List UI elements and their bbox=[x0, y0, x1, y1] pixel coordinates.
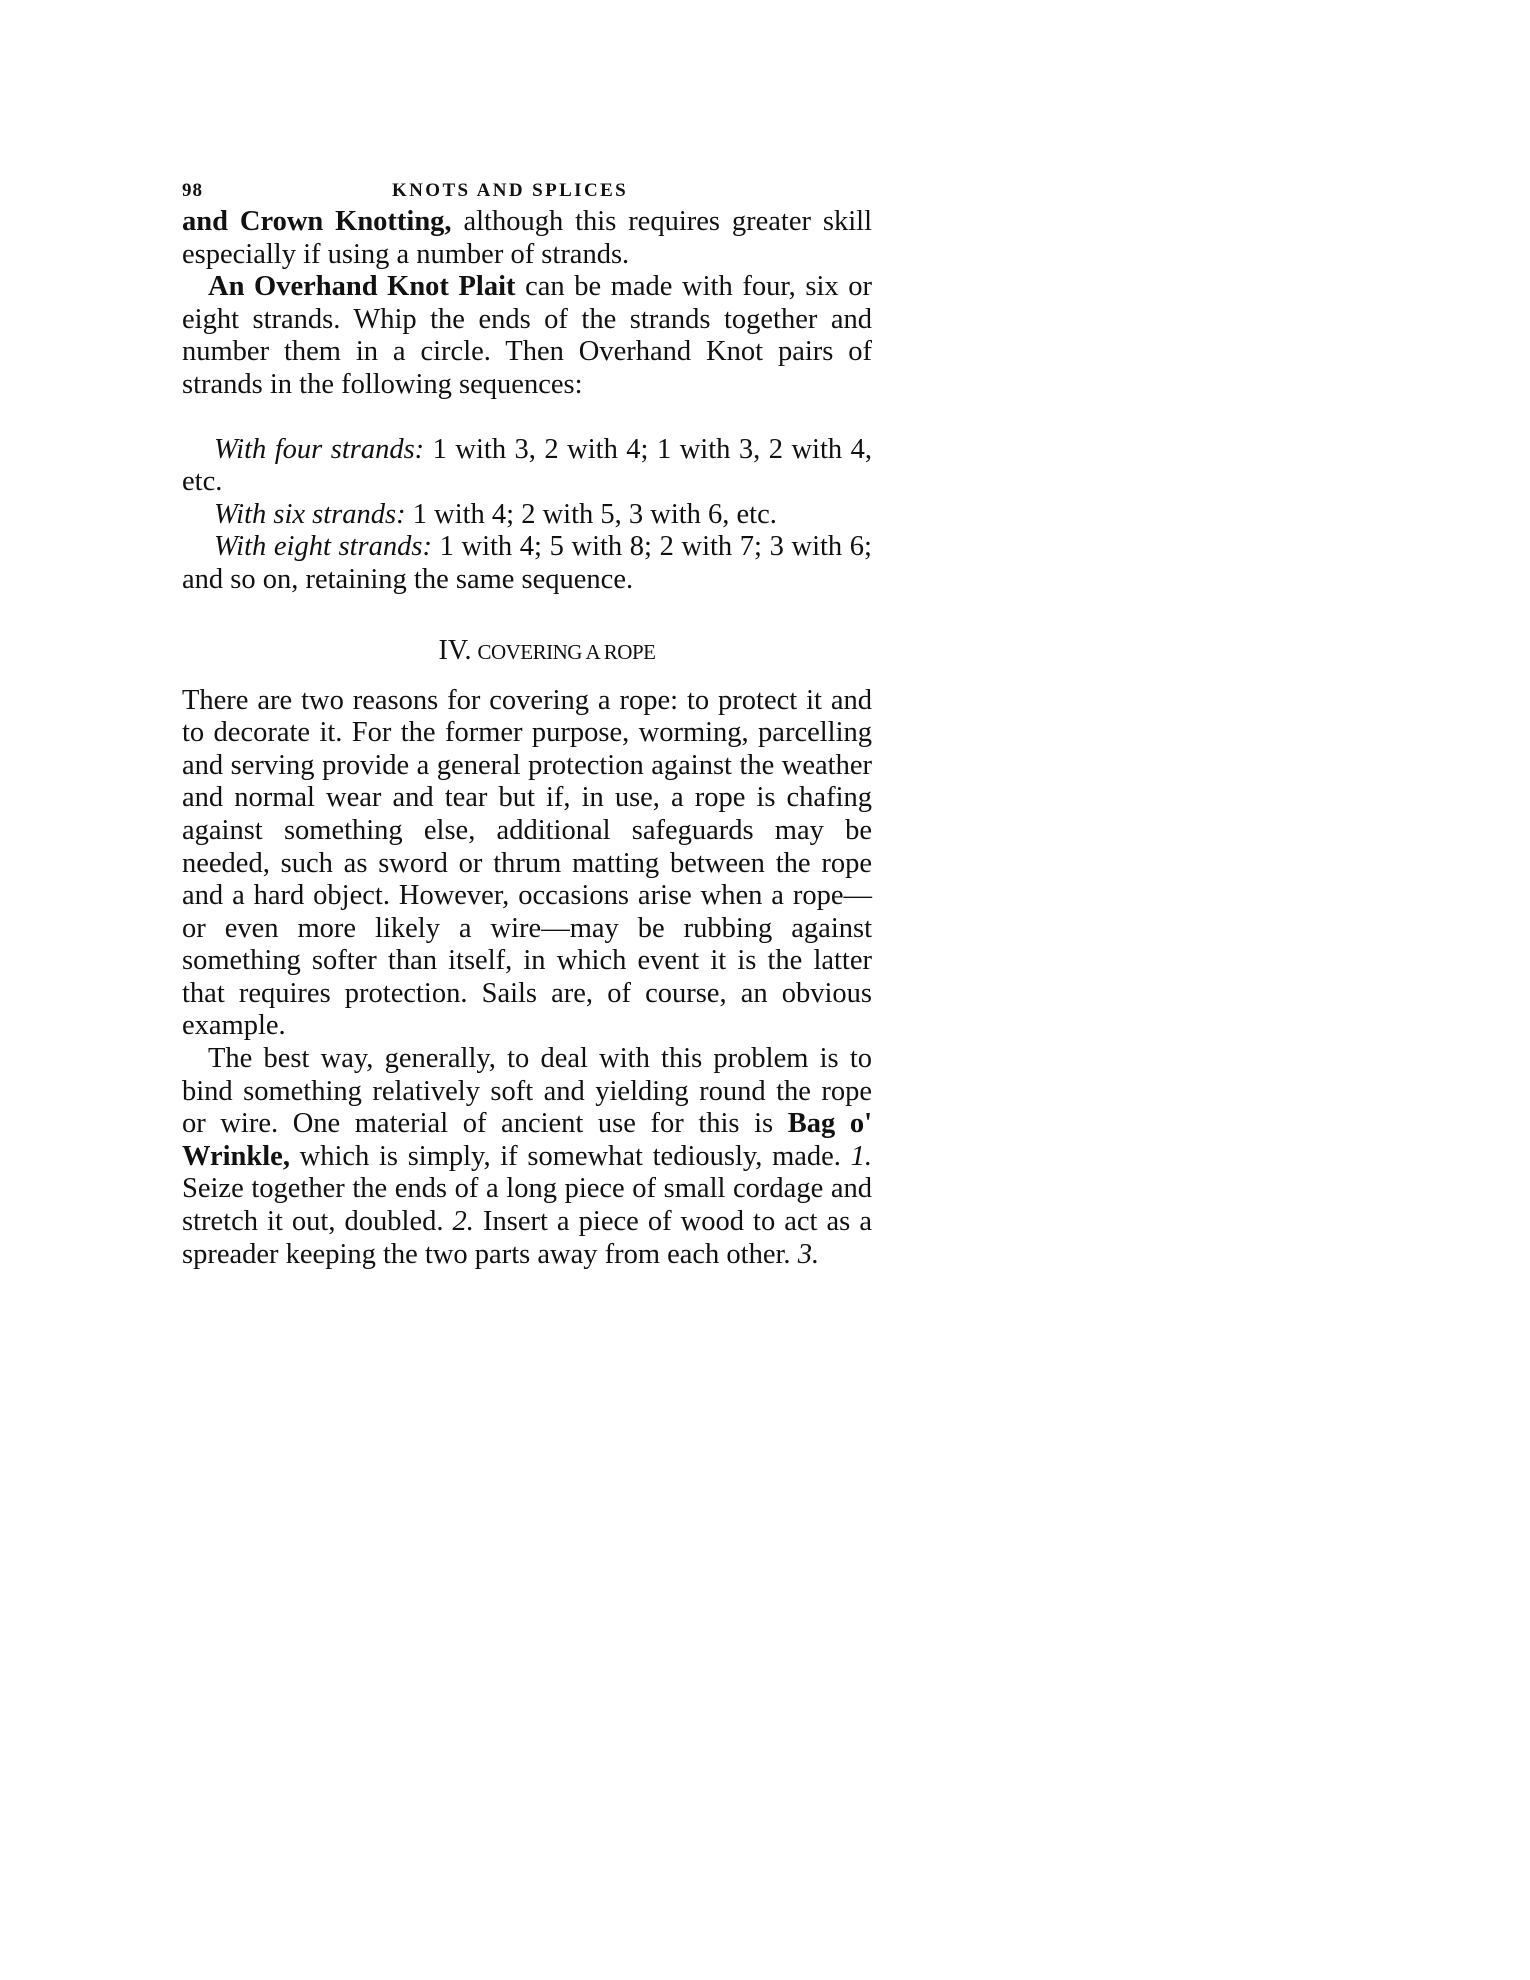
continuation-text: although this requires greater skill especially if using a number of strands. bbox=[182, 206, 872, 270]
running-head bbox=[182, 176, 872, 206]
sequence-label: With six strands: bbox=[214, 498, 406, 530]
step-number: 2. bbox=[452, 1206, 474, 1238]
step-number: 1. bbox=[850, 1140, 872, 1172]
sequence-text: 1 with 4; 2 with 5, 3 with 6, etc. bbox=[405, 498, 777, 530]
bag-o-wrinkle-paragraph bbox=[182, 1043, 872, 1271]
sequence-text: 1 with 3, 2 with 4; 1 with 3, 2 with 4, etc. bbox=[182, 433, 872, 498]
covering-paragraph: There are two reasons for covering a rope: to protect it and to decorate it. For the former purpose, worming, parcelling and serving provide a general protection against the weather and normal wear and tear but if, in use, a rope is chafing against something else, additional safeguards may be needed, such as sword or thrum matting between the rope and a hard object. However, occasions arise when a rope—or even more likely a wire—may be rubbing against something softer than itself, in which event it is the latter that requires protection. Sails are, of course, an obvious example. bbox=[182, 684, 872, 1042]
continuation-bold-lead: and Crown Knotting, bbox=[182, 206, 452, 237]
page-number: 98 bbox=[182, 180, 203, 201]
section-numeral: IV. bbox=[438, 634, 472, 666]
continuation-paragraph bbox=[182, 206, 872, 271]
plait-bold-lead: An Overhand Knot Plait bbox=[208, 271, 516, 303]
book-title: KNOTS AND SPLICES bbox=[392, 180, 629, 201]
section-title: COVERING A ROPE bbox=[477, 639, 656, 664]
sequence-list bbox=[182, 434, 872, 597]
sequence-item bbox=[182, 531, 872, 596]
sequence-item bbox=[182, 499, 872, 532]
sequence-label: With eight strands: bbox=[214, 531, 432, 563]
sequence-item bbox=[182, 434, 872, 499]
plait-paragraph bbox=[182, 271, 872, 401]
plait-text: can be made with four, six or eight strands. Whip the ends of the strands together and number them in a circle. Then Overhand Knot pairs of strands in the following sequences: bbox=[182, 271, 872, 400]
paragraph-text: The best way, generally, to deal with this problem is to bind something relatively soft and yielding round the rope or wire. One material of ancient use for this is bbox=[182, 1043, 872, 1140]
paragraph-text: which is simply, if somewhat tediously, made. bbox=[289, 1140, 851, 1172]
sequence-label: With four strands: bbox=[214, 433, 425, 465]
step-number: 3. bbox=[797, 1238, 820, 1270]
step-text: Insert a piece of wood to act as a spreader keeping the two parts away from each other. bbox=[182, 1206, 872, 1270]
sequence-text: 1 with 4; 5 with 8; 2 with 7; 3 with 6; and so on, retaining the same sequence. bbox=[182, 531, 872, 595]
section-heading bbox=[182, 635, 872, 667]
step-text: Seize together the ends of a long piece of small cordage and stretch it out, doubled. bbox=[182, 1173, 872, 1238]
spacer bbox=[182, 402, 872, 434]
bold-term: Bag o' Wrinkle, bbox=[182, 1108, 872, 1172]
book-page bbox=[182, 176, 872, 1271]
spacer bbox=[182, 597, 872, 635]
